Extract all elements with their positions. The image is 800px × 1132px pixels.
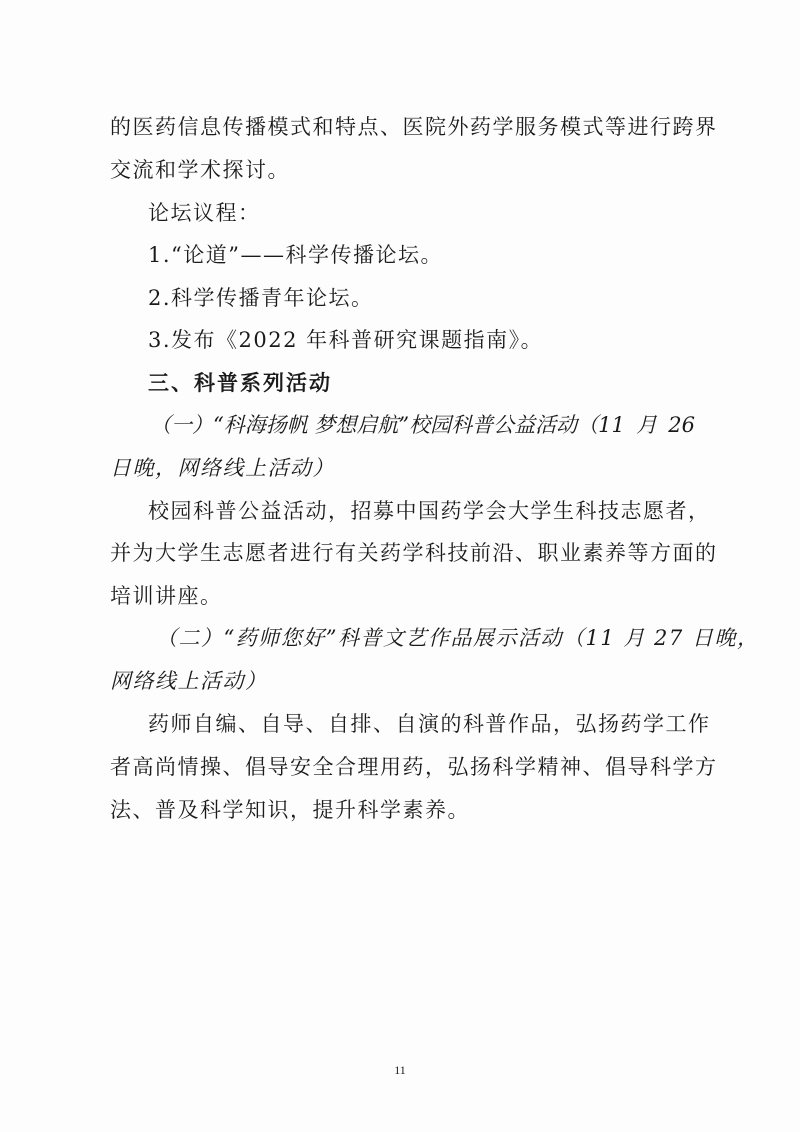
subsection-heading-line: 网络线上活动） <box>110 669 268 693</box>
paragraph-line: 交流和学术探讨。 <box>110 158 290 182</box>
agenda-item: 1.“论道”——科学传播论坛。 <box>148 243 444 267</box>
paragraph-line: 培训讲座。 <box>110 584 223 608</box>
agenda-item: 2.科学传播青年论坛。 <box>148 286 374 310</box>
paragraph-line: 校园科普公益活动，招募中国药学会大学生科技志愿者， <box>148 499 711 523</box>
subsection-heading-text: 26 <box>668 413 695 437</box>
subsection-heading-line: 日晚，网络线上活动） <box>110 456 335 480</box>
subsection-heading <box>150 410 695 440</box>
agenda-item: 3.发布《2022 年科普研究课题指南》。 <box>148 328 544 352</box>
paragraph-line: 者高尚情操、倡导安全合理用药，弘扬科学精神、倡导科学方 <box>110 755 718 779</box>
subsection-heading: （二）“药师您好”科普文艺作品展示活动（11 月 27 日晚， <box>156 626 760 650</box>
agenda-title: 论坛议程： <box>148 201 261 225</box>
subsection-heading-text: （一）“科海扬帆 梦想启航”校园科普公益活动（11 <box>150 413 625 437</box>
paragraph-line: 的医药信息传播模式和特点、医院外药学服务模式等进行跨界 <box>110 115 718 139</box>
page-number: 11 <box>394 1063 406 1077</box>
paragraph-line: 并为大学生志愿者进行有关药学科技前沿、职业素养等方面的 <box>110 541 718 565</box>
subsection-heading-text: 月 <box>636 413 658 437</box>
section-heading: 三、科普系列活动 <box>148 371 332 395</box>
paragraph-line: 法、普及科学知识，提升科学素养。 <box>110 798 470 822</box>
paragraph-line: 药师自编、自导、自排、自演的科普作品，弘扬药学工作 <box>148 712 711 736</box>
